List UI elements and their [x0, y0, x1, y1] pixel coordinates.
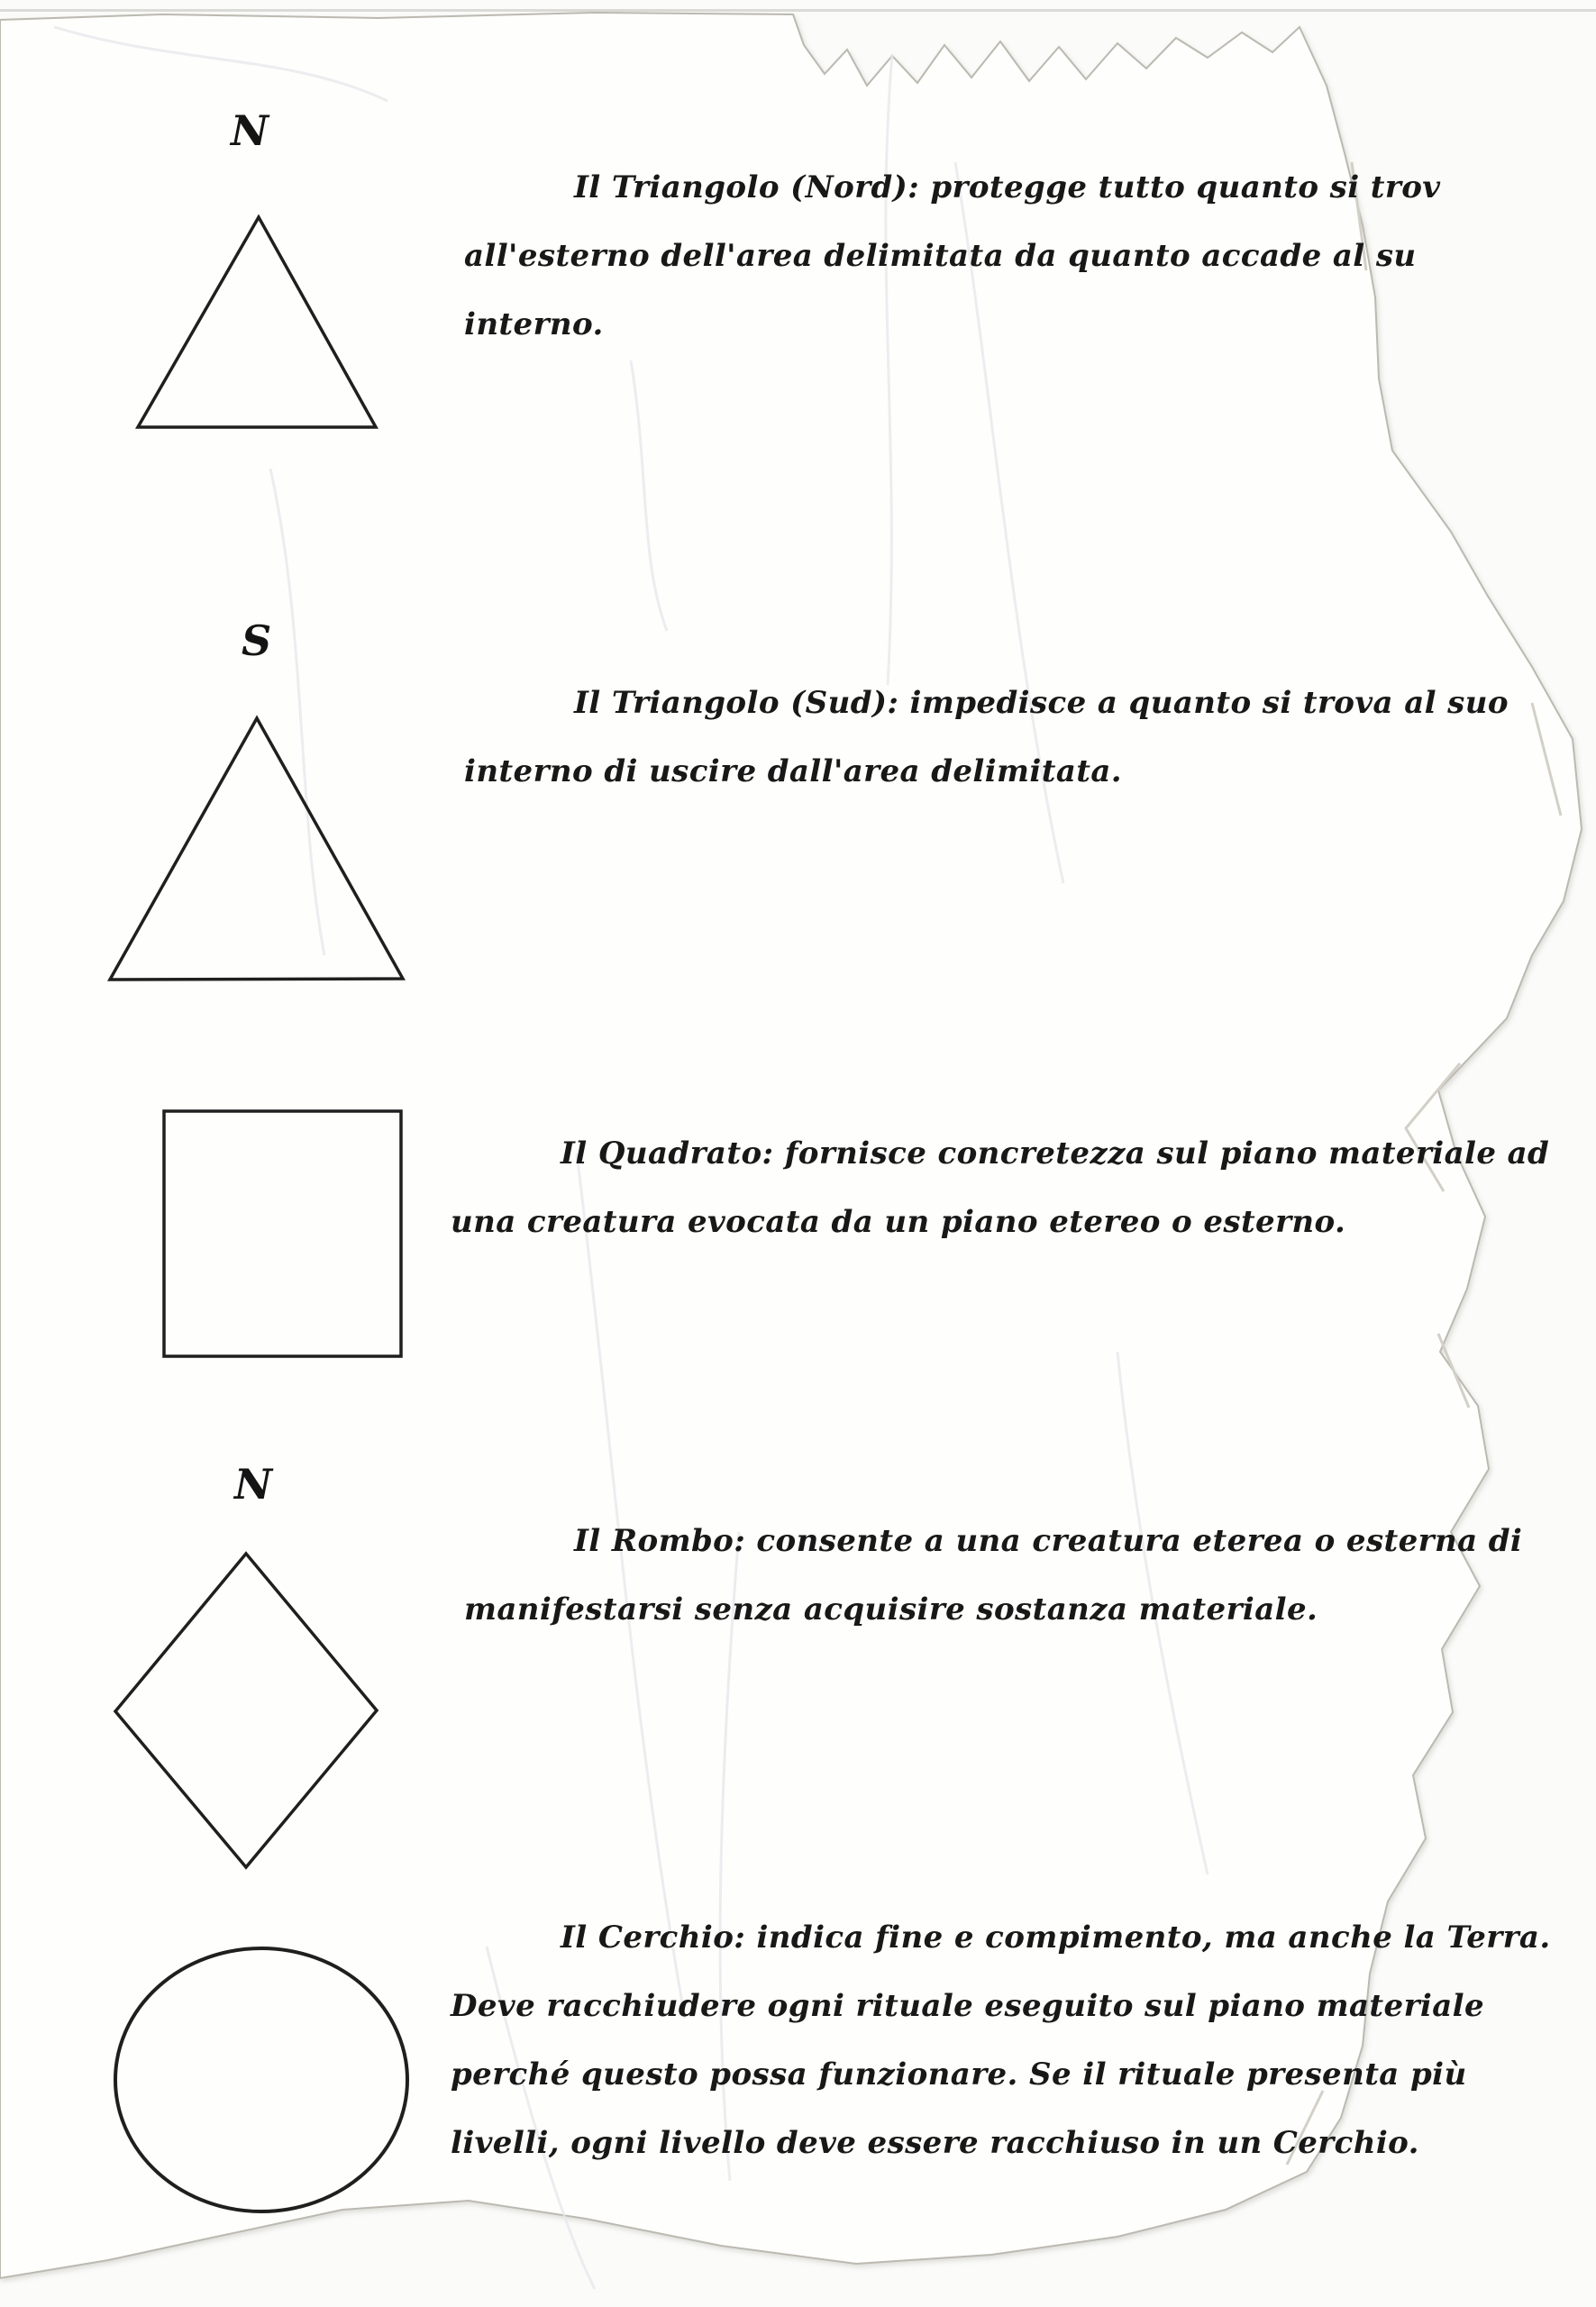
text-line: Deve racchiudere ogni rituale eseguito sul piano materiale	[451, 1988, 1484, 2024]
text-line: Il Triangolo (Nord): protegge tutto quanto si trov	[574, 169, 1441, 205]
text-line: all'esterno dell'area delimitata da quanto accade al su	[464, 238, 1417, 274]
circle-description	[451, 1903, 1551, 2177]
text-line: manifestarsi senza acquisire sostanza materiale.	[464, 1591, 1318, 1628]
triangle-south-description	[464, 669, 1509, 806]
scan-edge-line	[0, 9, 1596, 12]
triangle-south-label: S	[242, 616, 272, 665]
text-line: una creatura evocata da un piano etereo o esterno.	[451, 1204, 1346, 1240]
text-line: interno.	[464, 306, 604, 342]
square-description	[451, 1119, 1549, 1256]
text-line: livelli, ogni livello deve essere racchiuso in un Cerchio.	[451, 2125, 1419, 2161]
text-line: perché questo possa funzionare. Se il rituale presenta più	[451, 2056, 1467, 2093]
text-line: Il Cerchio: indica fine e compimento, ma anche la Terra.	[561, 1919, 1551, 1956]
text-line: interno di uscire dall'area delimitata.	[464, 753, 1123, 789]
text-line: Il Quadrato: fornisce concretezza sul piano materiale ad	[561, 1135, 1550, 1172]
triangle-north-description	[464, 153, 1440, 359]
text-line: Il Rombo: consente a una creatura eterea o esterna di	[574, 1523, 1523, 1559]
triangle-north-label: N	[231, 106, 269, 155]
text-line: Il Triangolo (Sud): impedisce a quanto si trova al suo	[574, 685, 1509, 721]
rhombus-north-label: N	[234, 1460, 273, 1509]
rhombus-description	[464, 1507, 1522, 1644]
